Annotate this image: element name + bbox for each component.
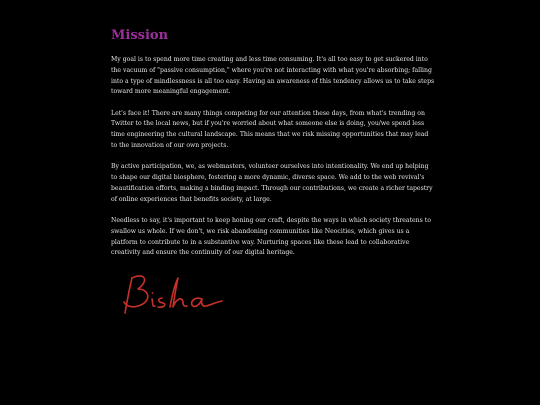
mission-paragraph-4: Needless to say, it's important to keep honing our craft, despite the ways in which society threatens to swallow us whole. If we don't, we risk abandoning communities like Neocities, which gives us a platform to contribute to in a substantive way. Nurturing spaces like these lead to collaborative creativity and ensure the continuity of our digital heritage. — [111, 217, 431, 257]
mission-paragraph-1: My goal is to spend more time creating and less time consuming. It's all too easy to get suckered into the vacuum of "passive consumption," where you're not interacting with what you're absorbing; falling into a type of mindlessness is all too easy. Having an awareness of this tendency allows us to take steps toward more meaningful engagement. — [111, 56, 435, 96]
mission-section — [111, 28, 436, 270]
mission-paragraph-3: By active participation, we, as webmasters, volunteer ourselves into intentionality. We end up helping to shape our digital biosphere, fostering a more dynamic, diverse space. We add to the web revival's beautification efforts, making a binding impact. Through our contributions, we create a richer tapestry of online experiences that benefits society, at large. — [111, 163, 433, 203]
signature-image — [116, 272, 226, 316]
signature-dot — [152, 292, 154, 294]
page-title: Mission — [111, 28, 169, 43]
mission-paragraph-2: Let's face it! There are many things competing for our attention these days, from what's trending on Twitter to the local news, but if you're worried about what someone else is doing, you/we spend less time engineering the cultural landscape. This means that we risk missing opportunities that may lead to the innovation of our own projects. — [111, 109, 429, 150]
